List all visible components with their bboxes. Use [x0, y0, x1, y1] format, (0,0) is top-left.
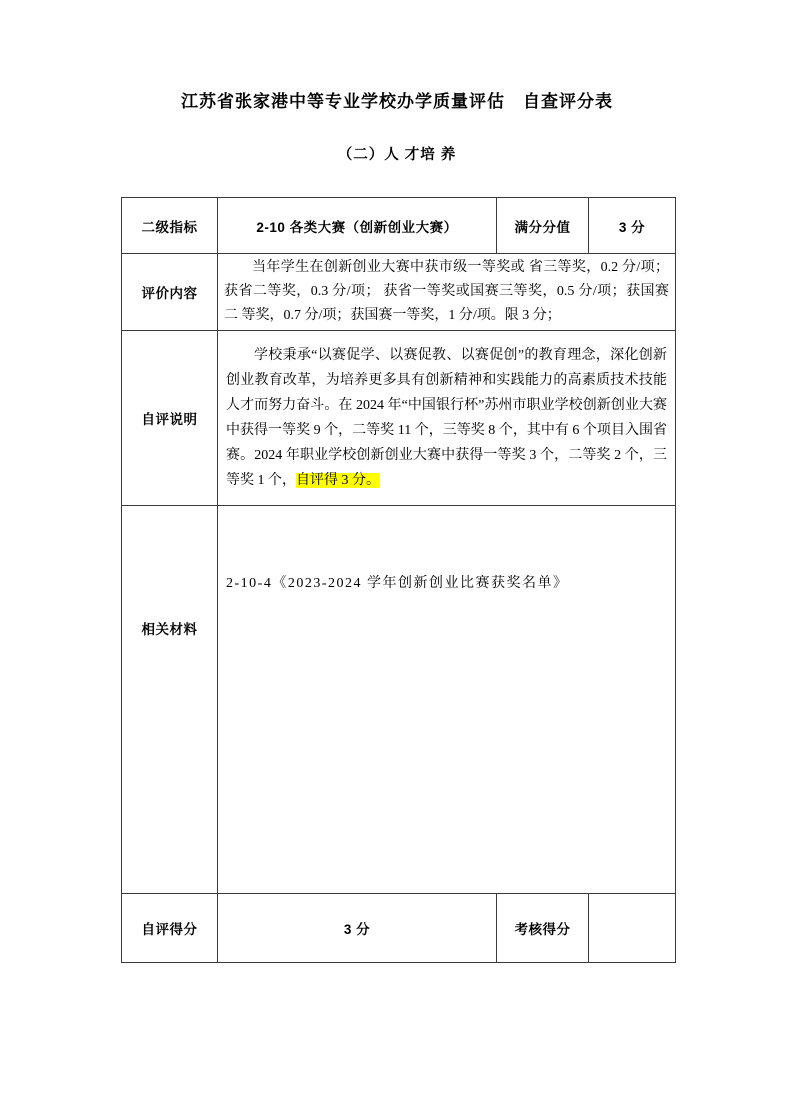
evaluation-content-text: 当年学生在创新创业大赛中获市级一等奖或 省三等奖，0.2 分/项；获省二等奖，0.3 分/项； 获省一等奖或国赛三等奖，0.5 分/项；获国赛二 等奖，0.7 分/项；获国赛一等奖，1 分/项。限 3 分； — [218, 254, 676, 331]
table-row-evaluation-content — [122, 254, 676, 331]
secondary-indicator-label: 二级指标 — [122, 198, 218, 254]
review-score-value — [589, 894, 676, 963]
self-evaluation-note-label: 自评说明 — [122, 331, 218, 506]
document-subtitle: （二）人 才培 养 — [337, 147, 457, 163]
related-materials-text: 2-10-4《2023-2024 学年创新创业比赛获奖名单》 — [218, 506, 676, 894]
self-evaluation-score-table — [121, 197, 676, 963]
indicator-name-cell: 2-10 各类大赛（创新创业大赛） — [218, 198, 497, 254]
evaluation-content-label: 评价内容 — [122, 254, 218, 331]
document-title: 江苏省张家港中等专业学校办学质量评估 自查评分表 — [181, 92, 613, 111]
self-score-value: 3 分 — [218, 894, 497, 963]
full-score-label: 满分分值 — [497, 198, 589, 254]
self-evaluation-note-text — [218, 331, 676, 506]
related-materials-label: 相关材料 — [122, 506, 218, 894]
table-row-related-materials — [122, 506, 676, 894]
full-score-value: 3 分 — [589, 198, 676, 254]
table-row-scores — [122, 894, 676, 963]
table-row-self-evaluation-note — [122, 331, 676, 506]
self-evaluation-note-body: 学校秉承“以赛促学、以赛促教、以赛促创”的教育理念，深化创新创业教育改革，为培养更多具有创新精神和实践能力的高素质技术技能人才而努力奋斗。在 2024 年“中国银行杯”苏州市职业学校创新创业大赛中获得一等奖 9 个，二等奖 11 个，三等奖 8 个，其中有 6 个项目入围省赛。2024 年职业学校创新创业大赛中获得一等奖 3 个，二等奖 2 个，三等奖 1 个， — [226, 348, 667, 488]
table-row-secondary-indicator — [122, 198, 676, 254]
self-evaluation-score-highlight: 自评得 3 分。 — [296, 473, 380, 488]
self-score-label: 自评得分 — [122, 894, 218, 963]
review-score-label: 考核得分 — [497, 894, 589, 963]
